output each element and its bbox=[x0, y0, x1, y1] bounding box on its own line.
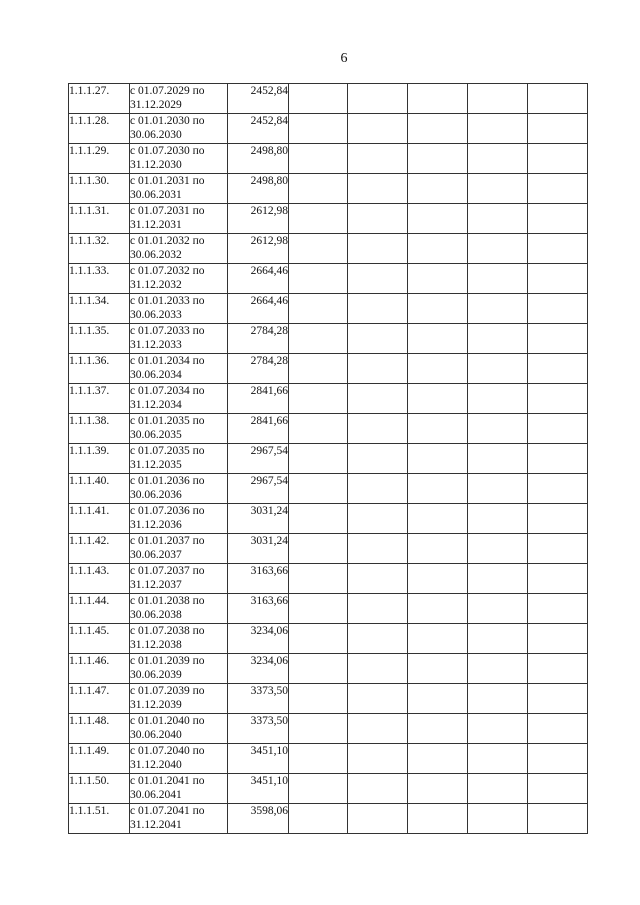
empty-cell bbox=[408, 804, 468, 834]
empty-cell bbox=[408, 84, 468, 114]
empty-cell bbox=[408, 204, 468, 234]
period-end-text: 31.12.2040 bbox=[130, 759, 182, 771]
empty-cell bbox=[528, 144, 588, 174]
empty-cell bbox=[408, 594, 468, 624]
empty-cell bbox=[468, 444, 528, 474]
period-cell bbox=[130, 144, 228, 174]
empty-cell bbox=[348, 444, 408, 474]
empty-cell bbox=[528, 84, 588, 114]
empty-cell bbox=[468, 414, 528, 444]
empty-cell bbox=[289, 564, 348, 594]
empty-cell bbox=[408, 114, 468, 144]
empty-cell bbox=[289, 234, 348, 264]
period-end-text: 31.12.2033 bbox=[130, 339, 182, 351]
row-number-cell: 1.1.1.42. bbox=[69, 534, 130, 564]
tariff-value-cell: 3031,24 bbox=[228, 534, 289, 564]
empty-cell bbox=[289, 84, 348, 114]
empty-cell bbox=[528, 504, 588, 534]
period-cell bbox=[130, 504, 228, 534]
empty-cell bbox=[468, 504, 528, 534]
table-row bbox=[69, 174, 588, 204]
empty-cell bbox=[528, 414, 588, 444]
tariff-value-cell: 3598,06 bbox=[228, 804, 289, 834]
empty-cell bbox=[289, 804, 348, 834]
empty-cell bbox=[348, 174, 408, 204]
row-number-cell: 1.1.1.30. bbox=[69, 174, 130, 204]
tariff-value-cell: 2452,84 bbox=[228, 114, 289, 144]
empty-cell bbox=[528, 714, 588, 744]
table-row bbox=[69, 774, 588, 804]
tariff-value-cell: 2664,46 bbox=[228, 264, 289, 294]
period-end-text: 30.06.2038 bbox=[130, 609, 182, 621]
empty-cell bbox=[348, 654, 408, 684]
empty-cell bbox=[348, 234, 408, 264]
empty-cell bbox=[468, 654, 528, 684]
period-cell bbox=[130, 774, 228, 804]
period-cell bbox=[130, 474, 228, 504]
table-row bbox=[69, 204, 588, 234]
empty-cell bbox=[289, 204, 348, 234]
period-cell bbox=[130, 714, 228, 744]
empty-cell bbox=[468, 624, 528, 654]
row-number-cell: 1.1.1.36. bbox=[69, 354, 130, 384]
table-row bbox=[69, 474, 588, 504]
empty-cell bbox=[348, 564, 408, 594]
period-cell bbox=[130, 234, 228, 264]
empty-cell bbox=[348, 204, 408, 234]
period-end-text: 30.06.2039 bbox=[130, 669, 182, 681]
empty-cell bbox=[408, 474, 468, 504]
tariff-value-cell: 2612,98 bbox=[228, 234, 289, 264]
empty-cell bbox=[528, 204, 588, 234]
row-number-cell: 1.1.1.48. bbox=[69, 714, 130, 744]
table-row bbox=[69, 294, 588, 324]
row-number-cell: 1.1.1.41. bbox=[69, 504, 130, 534]
period-start-text: с 01.01.2039 по bbox=[130, 655, 205, 667]
empty-cell bbox=[348, 294, 408, 324]
period-cell bbox=[130, 204, 228, 234]
period-end-text: 30.06.2031 bbox=[130, 189, 182, 201]
tariff-value-cell: 2967,54 bbox=[228, 474, 289, 504]
period-end-text: 30.06.2036 bbox=[130, 489, 182, 501]
empty-cell bbox=[408, 744, 468, 774]
empty-cell bbox=[468, 384, 528, 414]
period-cell bbox=[130, 744, 228, 774]
empty-cell bbox=[408, 414, 468, 444]
empty-cell bbox=[348, 534, 408, 564]
row-number-cell: 1.1.1.29. bbox=[69, 144, 130, 174]
period-end-text: 31.12.2032 bbox=[130, 279, 182, 291]
empty-cell bbox=[348, 384, 408, 414]
period-start-text: с 01.01.2034 по bbox=[130, 355, 205, 367]
period-cell bbox=[130, 564, 228, 594]
period-cell bbox=[130, 654, 228, 684]
empty-cell bbox=[348, 84, 408, 114]
period-cell bbox=[130, 84, 228, 114]
table-row bbox=[69, 324, 588, 354]
empty-cell bbox=[468, 744, 528, 774]
tariff-value-cell: 3373,50 bbox=[228, 714, 289, 744]
period-cell bbox=[130, 414, 228, 444]
row-number-cell: 1.1.1.51. bbox=[69, 804, 130, 834]
empty-cell bbox=[289, 774, 348, 804]
empty-cell bbox=[408, 534, 468, 564]
tariff-value-cell: 2452,84 bbox=[228, 84, 289, 114]
empty-cell bbox=[468, 204, 528, 234]
row-number-cell: 1.1.1.47. bbox=[69, 684, 130, 714]
empty-cell bbox=[289, 714, 348, 744]
empty-cell bbox=[348, 684, 408, 714]
empty-cell bbox=[348, 804, 408, 834]
period-start-text: с 01.07.2032 по bbox=[130, 265, 205, 277]
period-end-text: 31.12.2037 bbox=[130, 579, 182, 591]
empty-cell bbox=[468, 774, 528, 804]
tariff-value-cell: 2967,54 bbox=[228, 444, 289, 474]
period-cell bbox=[130, 684, 228, 714]
empty-cell bbox=[408, 384, 468, 414]
tariff-value-cell: 3031,24 bbox=[228, 504, 289, 534]
period-end-text: 30.06.2040 bbox=[130, 729, 182, 741]
table-row bbox=[69, 144, 588, 174]
empty-cell bbox=[528, 534, 588, 564]
empty-cell bbox=[289, 474, 348, 504]
period-start-text: с 01.07.2039 по bbox=[130, 685, 205, 697]
empty-cell bbox=[348, 474, 408, 504]
empty-cell bbox=[408, 324, 468, 354]
empty-cell bbox=[348, 414, 408, 444]
table-row bbox=[69, 354, 588, 384]
period-cell bbox=[130, 804, 228, 834]
empty-cell bbox=[468, 354, 528, 384]
empty-cell bbox=[408, 444, 468, 474]
empty-cell bbox=[348, 144, 408, 174]
table-row bbox=[69, 264, 588, 294]
table-row bbox=[69, 84, 588, 114]
empty-cell bbox=[348, 114, 408, 144]
empty-cell bbox=[408, 684, 468, 714]
empty-cell bbox=[468, 714, 528, 744]
empty-cell bbox=[348, 324, 408, 354]
table-row bbox=[69, 624, 588, 654]
empty-cell bbox=[348, 744, 408, 774]
empty-cell bbox=[528, 294, 588, 324]
period-end-text: 31.12.2035 bbox=[130, 459, 182, 471]
empty-cell bbox=[289, 174, 348, 204]
empty-cell bbox=[289, 324, 348, 354]
tariff-value-cell: 2664,46 bbox=[228, 294, 289, 324]
empty-cell bbox=[408, 234, 468, 264]
table-body bbox=[69, 84, 588, 834]
empty-cell bbox=[408, 294, 468, 324]
empty-cell bbox=[528, 474, 588, 504]
period-start-text: с 01.07.2036 по bbox=[130, 505, 205, 517]
period-start-text: с 01.01.2031 по bbox=[130, 175, 205, 187]
empty-cell bbox=[289, 294, 348, 324]
empty-cell bbox=[528, 744, 588, 774]
empty-cell bbox=[289, 264, 348, 294]
empty-cell bbox=[468, 144, 528, 174]
empty-cell bbox=[468, 594, 528, 624]
period-start-text: с 01.01.2040 по bbox=[130, 715, 205, 727]
empty-cell bbox=[528, 444, 588, 474]
empty-cell bbox=[289, 114, 348, 144]
period-end-text: 31.12.2030 bbox=[130, 159, 182, 171]
tariff-value-cell: 2612,98 bbox=[228, 204, 289, 234]
table-row bbox=[69, 594, 588, 624]
tariff-value-cell: 2498,80 bbox=[228, 174, 289, 204]
table-row bbox=[69, 234, 588, 264]
empty-cell bbox=[408, 774, 468, 804]
period-end-text: 31.12.2031 bbox=[130, 219, 182, 231]
empty-cell bbox=[289, 414, 348, 444]
empty-cell bbox=[528, 684, 588, 714]
period-start-text: с 01.01.2037 по bbox=[130, 535, 205, 547]
table-row bbox=[69, 564, 588, 594]
empty-cell bbox=[468, 264, 528, 294]
period-cell bbox=[130, 264, 228, 294]
empty-cell bbox=[408, 354, 468, 384]
empty-cell bbox=[348, 624, 408, 654]
row-number-cell: 1.1.1.44. bbox=[69, 594, 130, 624]
empty-cell bbox=[289, 684, 348, 714]
row-number-cell: 1.1.1.28. bbox=[69, 114, 130, 144]
period-cell bbox=[130, 594, 228, 624]
period-cell bbox=[130, 354, 228, 384]
table-row bbox=[69, 444, 588, 474]
empty-cell bbox=[528, 804, 588, 834]
period-start-text: с 01.07.2035 по bbox=[130, 445, 205, 457]
period-cell bbox=[130, 114, 228, 144]
empty-cell bbox=[408, 624, 468, 654]
table-row bbox=[69, 684, 588, 714]
tariff-value-cell: 2784,28 bbox=[228, 324, 289, 354]
empty-cell bbox=[528, 654, 588, 684]
row-number-cell: 1.1.1.33. bbox=[69, 264, 130, 294]
tariff-table bbox=[68, 83, 588, 834]
table-row bbox=[69, 804, 588, 834]
period-start-text: с 01.01.2033 по bbox=[130, 295, 205, 307]
period-end-text: 31.12.2036 bbox=[130, 519, 182, 531]
period-start-text: с 01.07.2038 по bbox=[130, 625, 205, 637]
period-end-text: 31.12.2034 bbox=[130, 399, 182, 411]
period-start-text: с 01.01.2030 по bbox=[130, 115, 205, 127]
empty-cell bbox=[468, 474, 528, 504]
empty-cell bbox=[289, 444, 348, 474]
tariff-value-cell: 2841,66 bbox=[228, 384, 289, 414]
row-number-cell: 1.1.1.45. bbox=[69, 624, 130, 654]
period-end-text: 31.12.2039 bbox=[130, 699, 182, 711]
table-row bbox=[69, 114, 588, 144]
empty-cell bbox=[408, 174, 468, 204]
period-cell bbox=[130, 294, 228, 324]
table-row bbox=[69, 534, 588, 564]
row-number-cell: 1.1.1.50. bbox=[69, 774, 130, 804]
row-number-cell: 1.1.1.39. bbox=[69, 444, 130, 474]
period-end-text: 30.06.2033 bbox=[130, 309, 182, 321]
row-number-cell: 1.1.1.32. bbox=[69, 234, 130, 264]
period-cell bbox=[130, 324, 228, 354]
table-row bbox=[69, 744, 588, 774]
empty-cell bbox=[289, 384, 348, 414]
table-row bbox=[69, 654, 588, 684]
period-end-text: 31.12.2041 bbox=[130, 819, 182, 831]
empty-cell bbox=[348, 264, 408, 294]
empty-cell bbox=[468, 234, 528, 264]
tariff-value-cell: 2498,80 bbox=[228, 144, 289, 174]
page-number: 6 bbox=[340, 51, 348, 66]
empty-cell bbox=[408, 504, 468, 534]
tariff-value-cell: 3373,50 bbox=[228, 684, 289, 714]
empty-cell bbox=[289, 654, 348, 684]
row-number-cell: 1.1.1.43. bbox=[69, 564, 130, 594]
table-row bbox=[69, 504, 588, 534]
row-number-cell: 1.1.1.38. bbox=[69, 414, 130, 444]
empty-cell bbox=[289, 144, 348, 174]
empty-cell bbox=[408, 264, 468, 294]
period-cell bbox=[130, 624, 228, 654]
tariff-value-cell: 3163,66 bbox=[228, 594, 289, 624]
empty-cell bbox=[528, 384, 588, 414]
row-number-cell: 1.1.1.35. bbox=[69, 324, 130, 354]
empty-cell bbox=[348, 714, 408, 744]
period-start-text: с 01.07.2034 по bbox=[130, 385, 205, 397]
period-end-text: 30.06.2030 bbox=[130, 129, 182, 141]
tariff-value-cell: 3451,10 bbox=[228, 744, 289, 774]
empty-cell bbox=[528, 774, 588, 804]
empty-cell bbox=[468, 564, 528, 594]
table-row bbox=[69, 714, 588, 744]
empty-cell bbox=[528, 234, 588, 264]
row-number-cell: 1.1.1.37. bbox=[69, 384, 130, 414]
empty-cell bbox=[408, 564, 468, 594]
period-end-text: 31.12.2038 bbox=[130, 639, 182, 651]
table-row bbox=[69, 384, 588, 414]
empty-cell bbox=[528, 264, 588, 294]
period-end-text: 30.06.2032 bbox=[130, 249, 182, 261]
period-start-text: с 01.07.2033 по bbox=[130, 325, 205, 337]
empty-cell bbox=[468, 294, 528, 324]
period-start-text: с 01.01.2041 по bbox=[130, 775, 205, 787]
empty-cell bbox=[408, 714, 468, 744]
row-number-cell: 1.1.1.40. bbox=[69, 474, 130, 504]
period-start-text: с 01.01.2036 по bbox=[130, 475, 205, 487]
row-number-cell: 1.1.1.27. bbox=[69, 84, 130, 114]
empty-cell bbox=[528, 174, 588, 204]
tariff-value-cell: 3234,06 bbox=[228, 654, 289, 684]
empty-cell bbox=[289, 504, 348, 534]
empty-cell bbox=[289, 594, 348, 624]
row-number-cell: 1.1.1.46. bbox=[69, 654, 130, 684]
tariff-value-cell: 3163,66 bbox=[228, 564, 289, 594]
row-number-cell: 1.1.1.49. bbox=[69, 744, 130, 774]
empty-cell bbox=[468, 174, 528, 204]
empty-cell bbox=[468, 804, 528, 834]
tariff-value-cell: 2841,66 bbox=[228, 414, 289, 444]
empty-cell bbox=[528, 324, 588, 354]
empty-cell bbox=[408, 144, 468, 174]
empty-cell bbox=[289, 354, 348, 384]
period-cell bbox=[130, 534, 228, 564]
empty-cell bbox=[528, 354, 588, 384]
tariff-value-cell: 3451,10 bbox=[228, 774, 289, 804]
empty-cell bbox=[528, 114, 588, 144]
table-row bbox=[69, 414, 588, 444]
empty-cell bbox=[289, 624, 348, 654]
empty-cell bbox=[468, 84, 528, 114]
empty-cell bbox=[289, 534, 348, 564]
tariff-value-cell: 2784,28 bbox=[228, 354, 289, 384]
empty-cell bbox=[468, 684, 528, 714]
row-number-cell: 1.1.1.31. bbox=[69, 204, 130, 234]
row-number-cell: 1.1.1.34. bbox=[69, 294, 130, 324]
empty-cell bbox=[348, 354, 408, 384]
empty-cell bbox=[468, 114, 528, 144]
empty-cell bbox=[408, 654, 468, 684]
period-end-text: 30.06.2041 bbox=[130, 789, 182, 801]
empty-cell bbox=[348, 594, 408, 624]
empty-cell bbox=[528, 594, 588, 624]
period-end-text: 30.06.2035 bbox=[130, 429, 182, 441]
period-start-text: с 01.07.2030 по bbox=[130, 145, 205, 157]
tariff-value-cell: 3234,06 bbox=[228, 624, 289, 654]
period-start-text: с 01.07.2041 по bbox=[130, 805, 205, 817]
period-end-text: 31.12.2029 bbox=[130, 99, 182, 111]
period-start-text: с 01.01.2038 по bbox=[130, 595, 205, 607]
period-start-text: с 01.07.2037 по bbox=[130, 565, 205, 577]
period-start-text: с 01.07.2029 по bbox=[130, 85, 205, 97]
period-cell bbox=[130, 174, 228, 204]
period-start-text: с 01.01.2035 по bbox=[130, 415, 205, 427]
empty-cell bbox=[348, 774, 408, 804]
period-start-text: с 01.01.2032 по bbox=[130, 235, 205, 247]
period-start-text: с 01.07.2031 по bbox=[130, 205, 205, 217]
period-cell bbox=[130, 444, 228, 474]
empty-cell bbox=[468, 324, 528, 354]
empty-cell bbox=[528, 564, 588, 594]
empty-cell bbox=[289, 744, 348, 774]
period-end-text: 30.06.2037 bbox=[130, 549, 182, 561]
period-cell bbox=[130, 384, 228, 414]
empty-cell bbox=[468, 534, 528, 564]
period-start-text: с 01.07.2040 по bbox=[130, 745, 205, 757]
period-end-text: 30.06.2034 bbox=[130, 369, 182, 381]
empty-cell bbox=[528, 624, 588, 654]
empty-cell bbox=[348, 504, 408, 534]
